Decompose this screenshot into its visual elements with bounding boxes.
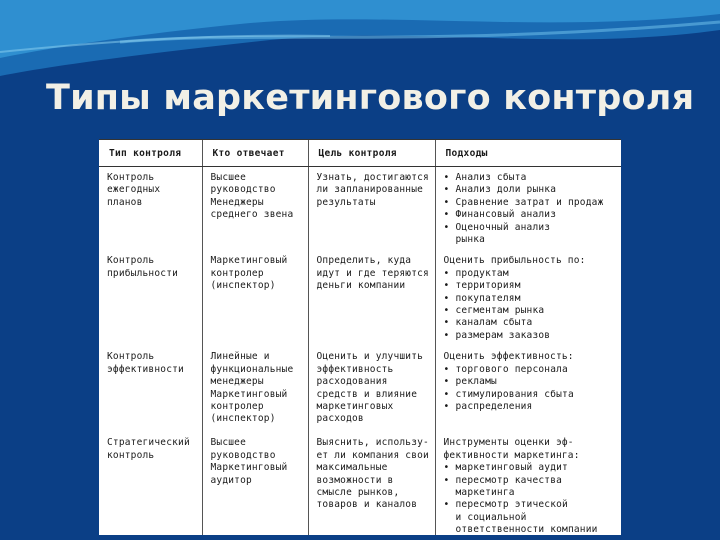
cell-goal <box>308 167 435 251</box>
approach-bullet: • Анализ сбыта <box>444 172 618 184</box>
cell-control-type <box>99 250 202 346</box>
table-row <box>99 167 621 251</box>
cell-control-type <box>99 167 202 251</box>
approach-bullet: • распределения <box>444 401 618 413</box>
cell-line: Контроль <box>107 255 155 267</box>
cell-line: средств и влияние <box>316 388 418 400</box>
column-header-goal: Цель контроля <box>308 140 435 167</box>
approach-bullet: • сегментам рынка <box>444 305 618 317</box>
table-row <box>99 250 621 346</box>
approaches-intro: Инструменты оценки эф- фективности маркетинга: <box>443 437 580 461</box>
approach-bullet: • территориям <box>444 280 618 292</box>
cell-line: возможности в <box>316 474 394 486</box>
cell-line: эффективность <box>316 363 394 375</box>
cell-line: расходования <box>316 376 388 388</box>
approach-bullet: • Сравнение затрат и продаж <box>444 197 618 209</box>
cell-line: контролер <box>210 400 264 412</box>
cell-approaches <box>435 250 621 346</box>
cell-control-type <box>99 432 202 535</box>
cell-approaches <box>435 432 621 535</box>
marketing-control-table <box>99 139 621 535</box>
approach-continuation: и социальной <box>455 511 527 523</box>
cell-line: аудитор <box>210 474 252 486</box>
cell-line: руководство <box>210 184 276 196</box>
cell-goal <box>308 250 435 346</box>
approach-bullet: • каналам сбыта <box>444 317 618 329</box>
table-image <box>99 139 621 535</box>
approach-continuation: рынка <box>455 234 486 246</box>
approach-continuation: маркетинга <box>455 486 515 498</box>
cell-responsible <box>202 167 308 251</box>
cell-line: Маркетинговый <box>210 255 288 267</box>
cell-line: планов <box>107 196 143 208</box>
cell-approaches <box>435 167 621 251</box>
cell-responsible <box>202 346 308 432</box>
cell-line: идут и где теряются <box>316 267 429 279</box>
column-header-responsible: Кто отвечает <box>202 140 308 167</box>
approach-bullet: • маркетинговый аудит <box>444 462 618 474</box>
approach-bullet: • Финансовый анализ <box>444 209 618 221</box>
column-header-type: Тип контроля <box>99 140 202 167</box>
cell-line: Контроль <box>107 351 155 363</box>
cell-line: Узнать, достигаются <box>316 172 429 183</box>
cell-line: маркетинговых <box>316 400 394 412</box>
table-header-row <box>99 140 621 167</box>
approach-bullet: • Анализ доли рынка <box>444 184 618 196</box>
cell-line: контролер <box>210 267 264 279</box>
approach-bullet: • стимулирования сбыта <box>444 389 618 401</box>
cell-line: Стратегический <box>107 437 190 449</box>
cell-line: прибыльности <box>107 267 179 279</box>
approaches-intro: Оценить прибыльность по: <box>443 255 586 267</box>
cell-line: Менеджеры <box>210 196 264 208</box>
cell-line: Определить, куда <box>316 255 412 267</box>
cell-line: (инспектор) <box>210 280 276 292</box>
cell-line: (инспектор) <box>210 413 276 425</box>
cell-line: Контроль <box>107 172 155 183</box>
cell-goal <box>308 346 435 432</box>
approach-bullet: • продуктам <box>444 268 618 280</box>
cell-line: расходов <box>316 413 364 425</box>
cell-line: Маркетинговый <box>210 388 288 400</box>
approach-bullet: • рекламы <box>444 376 618 388</box>
column-header-approaches: Подходы <box>435 140 621 167</box>
cell-line: деньги компании <box>316 280 406 292</box>
cell-line: среднего звена <box>210 209 294 221</box>
approaches-intro: Оценить эффективность: <box>443 351 574 363</box>
cell-line: Оценить и улучшить <box>316 351 424 363</box>
cell-line: Линейные и <box>210 351 270 363</box>
approach-bullet: • пересмотр этической <box>444 499 618 511</box>
approach-bullet: • размерам заказов <box>444 330 618 342</box>
approach-continuation: ответственности компании <box>455 524 598 535</box>
approach-bullet: • покупателям <box>444 293 618 305</box>
cell-control-type <box>99 346 202 432</box>
cell-goal <box>308 432 435 535</box>
approach-bullet: • торгового персонала <box>444 364 618 376</box>
cell-line: смысле рынков, <box>316 486 400 498</box>
cell-line: результаты <box>316 196 376 208</box>
page-title: Типы маркетингового контроля <box>46 78 695 118</box>
cell-line: Выяснить, использу- <box>316 437 429 449</box>
cell-line: ежегодных <box>107 184 161 196</box>
approach-bullet: • Оценочный анализ <box>444 222 618 234</box>
cell-line: Высшее <box>210 172 247 183</box>
table-row <box>99 346 621 432</box>
cell-line: Маркетинговый <box>210 462 288 474</box>
cell-line: ли запланированные <box>316 184 424 196</box>
cell-line: менеджеры <box>210 376 264 388</box>
cell-line: контроль <box>107 449 155 461</box>
cell-line: руководство <box>210 449 276 461</box>
cell-line: максимальные <box>316 462 388 474</box>
cell-line: Высшее <box>210 437 247 449</box>
cell-approaches <box>435 346 621 432</box>
cell-line: товаров и каналов <box>316 499 418 511</box>
cell-line: ет ли компания свои <box>316 449 429 461</box>
cell-line: функциональные <box>210 363 294 375</box>
table-row <box>99 432 621 535</box>
cell-responsible <box>202 432 308 535</box>
cell-line: эффективности <box>107 363 184 375</box>
cell-responsible <box>202 250 308 346</box>
approach-bullet: • пересмотр качества <box>444 475 618 487</box>
